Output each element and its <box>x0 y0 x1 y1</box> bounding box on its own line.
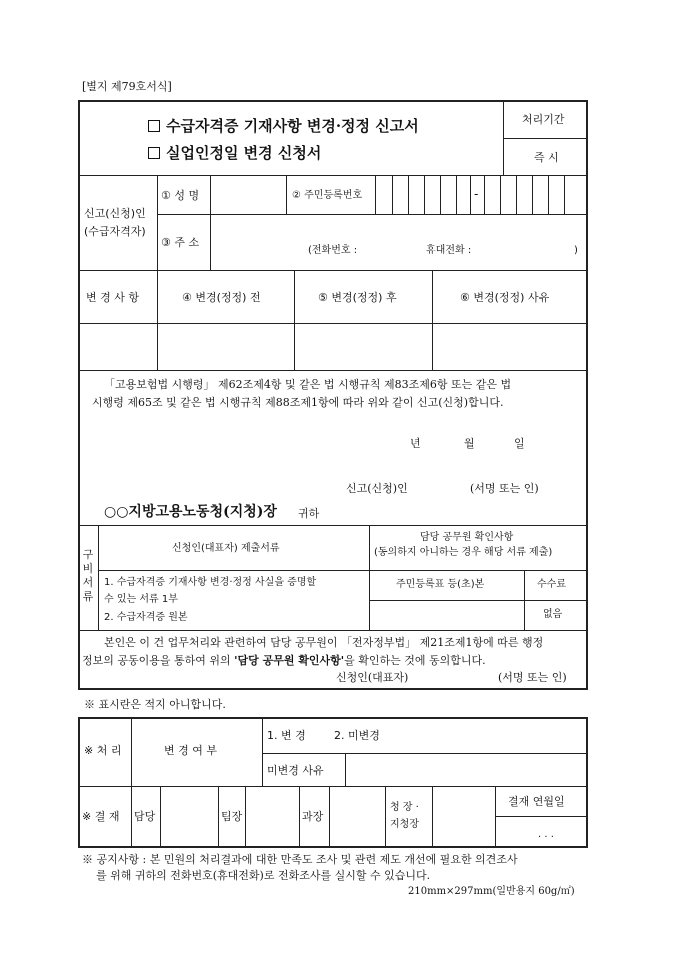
rrn-field[interactable] <box>376 176 587 213</box>
consent-line-2c: 을 확인하는 것에 동의합니다. <box>344 654 486 667</box>
unchanged-reason-label: 미변경 사유 <box>267 764 324 777</box>
consent-line-2 <box>82 655 486 666</box>
documents-side-label: 구비서류 <box>82 548 94 603</box>
title-1: 수급자격증 기재사항 변경·정정 신고서 <box>166 117 419 135</box>
month-label: 월 <box>464 437 475 450</box>
paper-size: 210mm×297mm(일반용지 60g/㎡) <box>408 886 575 897</box>
phone-text: (전화번호 : <box>308 245 358 256</box>
declaration-signer: 신고(신청)인 <box>346 482 408 495</box>
process-label: ※ 처 리 <box>84 744 122 757</box>
applicant-section-label-1: 신고(신청)인 <box>84 207 146 220</box>
mobile-text: 휴대전화 : <box>426 245 472 256</box>
phone-close: ) <box>574 245 578 256</box>
honorific: 귀하 <box>298 507 320 520</box>
option-unchanged[interactable]: 2. 미변경 <box>334 729 380 742</box>
official-item: 주민등록표 등(초)본 <box>396 579 485 590</box>
address-field[interactable] <box>211 215 587 269</box>
day-label: 일 <box>514 437 525 450</box>
office-note: ※ 표시란은 적지 아니합니다. <box>84 698 226 711</box>
team-lead-label: 팀장 <box>221 810 243 823</box>
name-label: ① 성 명 <box>161 189 200 202</box>
staff-label: 담당 <box>134 810 156 823</box>
fee-label: 수수료 <box>537 579 566 590</box>
consent-line-1: 본인은 이 건 업무처리와 관련하여 담당 공무원이 「전자정부법」 제21조제1항에 따른 행정 <box>104 636 544 649</box>
official-header-1: 담당 공무원 확인사항 <box>420 532 514 543</box>
name-field[interactable] <box>211 176 286 213</box>
addressee: ○○지방고용노동청(지청)장 <box>104 504 277 520</box>
reason-field[interactable] <box>433 324 587 369</box>
applicant-section-label-2: (수급자격자) <box>84 225 146 238</box>
declaration-line-2: 시행령 제65조 및 같은 법 시행규칙 제88조제1항에 따라 위와 같이 신고(신청)합니다. <box>92 396 504 409</box>
section-chief-label: 과장 <box>302 810 324 823</box>
before-field[interactable] <box>158 324 293 369</box>
doc-item-2: 2. 수급자격증 원본 <box>104 612 188 623</box>
year-label: 년 <box>410 437 421 450</box>
changes-section-label: 변 경 사 항 <box>86 291 139 304</box>
option-changed[interactable]: 1. 변 경 <box>267 729 306 742</box>
approval-date-dots: . . . <box>538 829 554 840</box>
approval-date-label: 결재 연월일 <box>508 795 565 808</box>
doc-item-1a: 1. 수급자격증 기재사항 변경·정정 사실을 증명할 <box>104 577 317 588</box>
address-label: ③ 주 소 <box>161 236 200 249</box>
title-1-checkbox[interactable] <box>148 120 160 132</box>
title-1-row <box>148 119 419 134</box>
submit-header: 신청인(대표자) 제출서류 <box>172 543 280 554</box>
form-label: [별지 제79호서식] <box>82 80 172 93</box>
processing-period-value: 즉 시 <box>534 151 559 164</box>
after-label: ⑤ 변경(정정) 후 <box>318 291 397 304</box>
before-label: ④ 변경(정정) 전 <box>182 291 261 304</box>
processing-period-label: 처리기간 <box>522 113 565 126</box>
official-header-2: (동의하지 아니하는 경우 해당 서류 제출) <box>374 547 553 558</box>
consent-sign-note: (서명 또는 인) <box>498 671 567 684</box>
rrn-dash: - <box>474 187 479 201</box>
notice-line-1: ※ 공지사항 : 본 민원의 처리결과에 대한 만족도 조사 및 관련 제도 개선에 필요한 의견조사 <box>82 853 518 866</box>
title-2-checkbox[interactable] <box>148 147 160 159</box>
doc-item-1b: 수 있는 서류 1부 <box>104 594 178 605</box>
declaration-sign-note: (서명 또는 인) <box>470 482 539 495</box>
unchanged-reason-field[interactable] <box>346 754 587 785</box>
consent-line-2b: '담당 공무원 확인사항' <box>234 654 345 667</box>
reason-label: ⑥ 변경(정정) 사유 <box>460 291 550 304</box>
director-label-2: 지청장 <box>390 819 419 830</box>
consent-line-2a: 정보의 공동이용을 통하여 위의 <box>82 654 235 667</box>
after-field[interactable] <box>295 324 431 369</box>
change-status-label: 변 경 여 부 <box>164 744 217 757</box>
title-2-row <box>148 146 321 161</box>
rrn-label: ② 주민등록번호 <box>292 190 363 201</box>
director-label-1: 청 장 · <box>390 802 419 813</box>
consent-signer: 신청인(대표자) <box>336 671 409 684</box>
title-2: 실업인정일 변경 신청서 <box>166 144 322 162</box>
approval-label: ※ 결 재 <box>82 810 120 823</box>
fee-value: 없음 <box>543 609 563 620</box>
declaration-line-1: 「고용보험법 시행령」 제62조제4항 및 같은 법 시행규칙 제83조제6항 또는 같은 법 <box>104 378 512 391</box>
notice-line-2: 를 위해 귀하의 전화번호(휴대전화)로 전화조사를 실시할 수 있습니다. <box>96 869 431 882</box>
